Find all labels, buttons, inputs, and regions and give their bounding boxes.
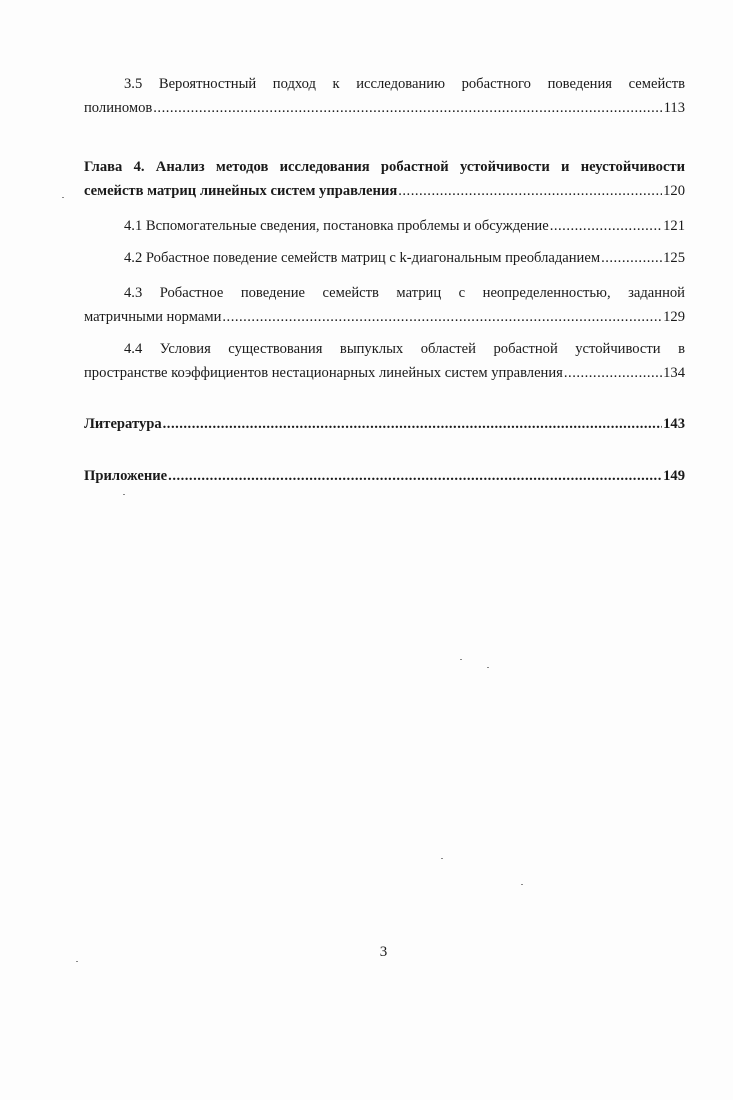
- toc-chapter-4: [84, 155, 685, 203]
- scan-speck: [460, 659, 462, 660]
- scan-speck: [521, 884, 523, 885]
- toc-page-number: 134: [663, 365, 685, 381]
- toc-entry-title: 3.5 Вероятностный подход к исследованию робастного поведения семейств: [124, 76, 685, 92]
- toc-chapter-title: Глава 4. Анализ методов исследования робастной устойчивости и неустойчивости: [84, 159, 685, 175]
- toc-entry-title: 4.3 Робастное поведение семейств матриц с неопределенностью, заданной: [124, 285, 685, 301]
- scan-speck: [76, 961, 78, 962]
- toc-entry-title: Литература: [84, 416, 162, 432]
- dot-leader: [168, 464, 662, 488]
- toc-appendix: [84, 464, 685, 488]
- toc-entry-title-cont: матричными нормами: [84, 309, 222, 325]
- scan-speck: [487, 667, 489, 668]
- toc-page-number: 113: [663, 100, 685, 116]
- toc-chapter-title-cont: семейств матриц линейных систем управления: [84, 183, 398, 199]
- toc-page-number: 143: [663, 416, 685, 432]
- dot-leader: [564, 361, 662, 385]
- toc-page-number: 149: [663, 468, 685, 484]
- toc-literature: [84, 412, 685, 436]
- dot-leader: [550, 214, 662, 238]
- toc-entry-title: Приложение: [84, 468, 168, 484]
- dot-leader: [163, 412, 662, 436]
- toc-entry-4-3: [84, 281, 685, 329]
- toc-entry-title: 4.2 Робастное поведение семейств матриц с k-диагональным преобладанием: [124, 250, 601, 266]
- page-number: 3: [379, 944, 388, 960]
- toc-entry-4-2: [84, 246, 685, 270]
- scan-speck: [441, 858, 443, 859]
- toc-entry-4-1: [84, 214, 685, 238]
- toc-page-number: 129: [663, 309, 685, 325]
- dot-leader: [601, 246, 662, 270]
- dot-leader: [222, 305, 662, 329]
- toc-page-number: 121: [663, 218, 685, 234]
- toc-entry-4-4: [84, 337, 685, 385]
- toc-page-number: 125: [663, 250, 685, 266]
- toc-page-number: 120: [663, 183, 685, 199]
- dot-leader: [153, 96, 662, 120]
- scan-speck: [62, 197, 64, 198]
- dot-leader: [398, 179, 662, 203]
- toc-entry-title-cont: полиномов: [84, 100, 153, 116]
- toc-entry-title: 4.4 Условия существования выпуклых областей робастной устойчивости в: [124, 341, 685, 357]
- toc-entry-title: 4.1 Вспомогательные сведения, постановка проблемы и обсуждение: [124, 218, 549, 234]
- toc-entry-3-5: [84, 72, 685, 120]
- toc-entry-title-cont: пространстве коэффициентов нестационарных линейных систем управления: [84, 365, 563, 381]
- scan-speck: [123, 494, 125, 495]
